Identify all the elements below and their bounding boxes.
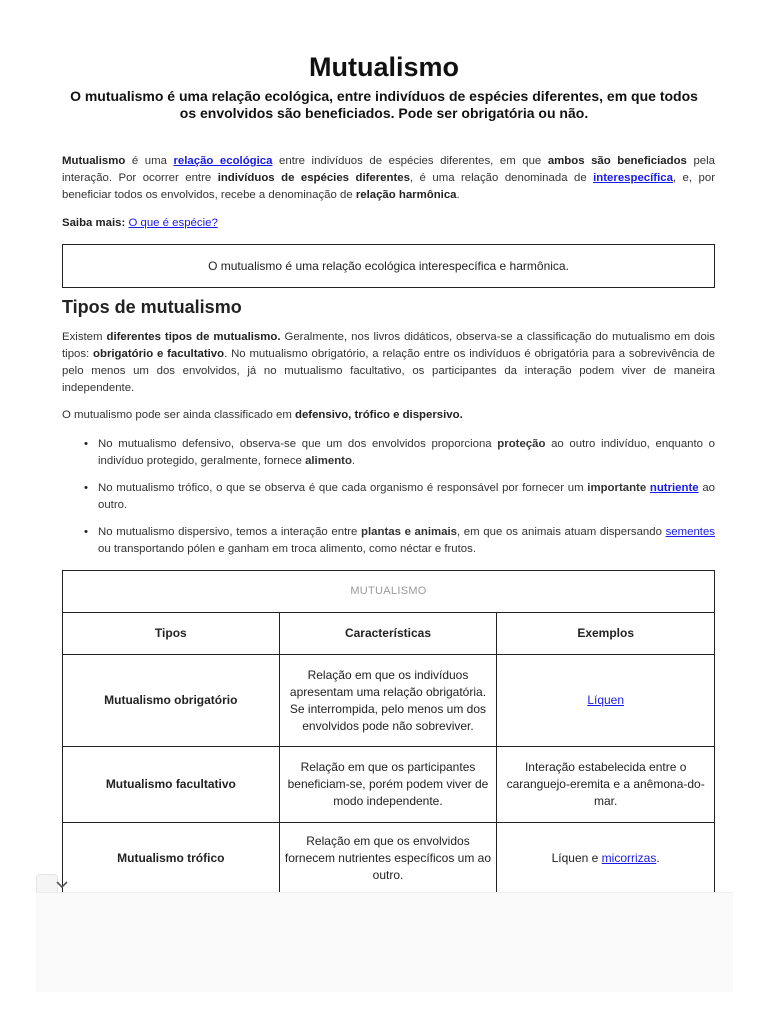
b2-text: No mutualismo trófico, o que se observa é que cada organismo é responsável por fornecer um (98, 482, 588, 494)
p1-bold: obrigatório e facultativo (93, 348, 225, 360)
interespecifica-link[interactable]: interespecífica (593, 172, 673, 184)
b1-bold: alimento (305, 455, 352, 467)
table-row (63, 655, 715, 747)
table-cell-caracteristica: Relação em que os participantes beneficiam-se, porém podem viver de modo independente. (279, 747, 497, 823)
b3-text: ou transportando pólen e ganham em troca alimento, como néctar e frutos. (98, 543, 477, 555)
b2-bold: importante (587, 482, 647, 494)
bottom-overlay-panel (36, 892, 733, 992)
nutriente-link[interactable]: nutriente (649, 482, 699, 494)
table-cell-caracteristica: Relação em que os indivíduos apresentam uma relação obrigatória. Se interrompida, pelo menos um dos envolvidos pode não sobreviver. (279, 655, 497, 747)
b3-text: No mutualismo dispersivo, temos a interação entre (98, 526, 362, 538)
table-cell-tipo: Mutualismo facultativo (63, 747, 280, 823)
p2-text: O mutualismo pode ser ainda classificado em (62, 409, 295, 421)
page-title: Mutualismo (308, 52, 459, 82)
o-que-e-especie-link[interactable]: O que é espécie? (128, 217, 218, 229)
list-item-defensivo (62, 436, 715, 470)
b1-text: No mutualismo defensivo, observa-se que um dos envolvidos proporciona (98, 438, 498, 450)
intro-text: pela interação. Por ocorrer entre (62, 155, 715, 184)
mutualismo-table (62, 570, 715, 895)
intro-text: . (456, 189, 460, 201)
b3-text: , em que os animais atuam dispersando (456, 526, 666, 538)
relacao-ecologica-link[interactable]: relação ecológica (173, 155, 273, 167)
sementes-link[interactable]: sementes (665, 526, 715, 538)
intro-text: , e, por beneficiar todos os envolvidos, recebe a denominação de (62, 172, 715, 201)
intro-text: , é uma relação denominada de (409, 172, 594, 184)
micorrizas-link[interactable]: micorrizas (601, 851, 657, 865)
table-cell-caracteristica: Relação em que os envolvidos fornecem nutrientes específicos um ao outro. (279, 823, 497, 895)
table-row (63, 747, 715, 823)
intro-text: é uma (125, 155, 174, 167)
intro-text: entre indivíduos de espécies diferentes, em que (272, 155, 548, 167)
column-header-tipos: Tipos (63, 613, 280, 655)
callout-box: O mutualismo é uma relação ecológica interespecífica e harmônica. (62, 244, 715, 288)
saiba-mais (62, 215, 715, 232)
table-header-row (63, 613, 715, 655)
p1-bold: diferentes tipos de mutualismo. (106, 331, 281, 343)
section-heading: Tipos de mutualismo (62, 297, 242, 317)
exemplo-text: Líquen e (551, 851, 602, 865)
table-cell-exemplo: Interação estabelecida entre o caranguejo-eremita e a anêmona-do-mar. (497, 747, 715, 823)
table-cell-tipo: Mutualismo obrigatório (63, 655, 280, 747)
intro-term: Mutualismo (62, 155, 126, 167)
page-subtitle: O mutualismo é uma relação ecológica, entre indivíduos de espécies diferentes, em que todos os envolvidos são beneficiados. Pode ser obrigatória ou não. (70, 88, 698, 121)
list-item-dispersivo (62, 524, 715, 558)
tipos-paragraph (62, 329, 715, 397)
saiba-mais-label: Saiba mais: (62, 217, 126, 229)
types-list (62, 436, 715, 568)
table-cell-tipo: Mutualismo trófico (63, 823, 280, 895)
b2-text: ao outro. (98, 482, 715, 511)
classificacao-paragraph (62, 407, 715, 424)
intro-paragraph (62, 153, 715, 204)
column-header-exemplos: Exemplos (497, 613, 715, 655)
intro-bold: relação harmônica (355, 189, 457, 201)
b1-bold: proteção (497, 438, 546, 450)
list-item-trofico (62, 480, 715, 514)
column-header-caracteristicas: Características (279, 613, 497, 655)
p2-bold: defensivo, trófico e dispersivo. (295, 409, 463, 421)
exemplo-text: . (656, 851, 660, 865)
intro-bold: indivíduos de espécies diferentes (217, 172, 410, 184)
b1-text: . (351, 455, 356, 467)
p1-text: Existem (62, 331, 107, 343)
table-caption-row (63, 571, 715, 613)
p1-text: Geralmente, nos livros didáticos, observa-se a classificação do mutualismo em dois tipos: (62, 331, 715, 360)
p1-text: . No mutualismo obrigatório, a relação entre os indivíduos é obrigatória para a sobrevivência de pelo menos um dos envolvidos, já no mutualismo facultativo, os participantes da interação podem viver de maneira independente. (62, 348, 716, 394)
table-cell-exemplo (497, 655, 715, 747)
chevron-down-icon[interactable] (55, 878, 69, 892)
intro-bold: ambos são beneficiados (547, 155, 687, 167)
table-caption: MUTUALISMO (63, 571, 715, 613)
table-cell-exemplo (497, 823, 715, 895)
table-row (63, 823, 715, 895)
b1-text: ao outro indivíduo, enquanto o indivíduo protegido, geralmente, fornece (98, 438, 716, 467)
b3-bold: plantas e animais (361, 526, 457, 538)
liquen-link[interactable]: Líquen (587, 693, 625, 707)
